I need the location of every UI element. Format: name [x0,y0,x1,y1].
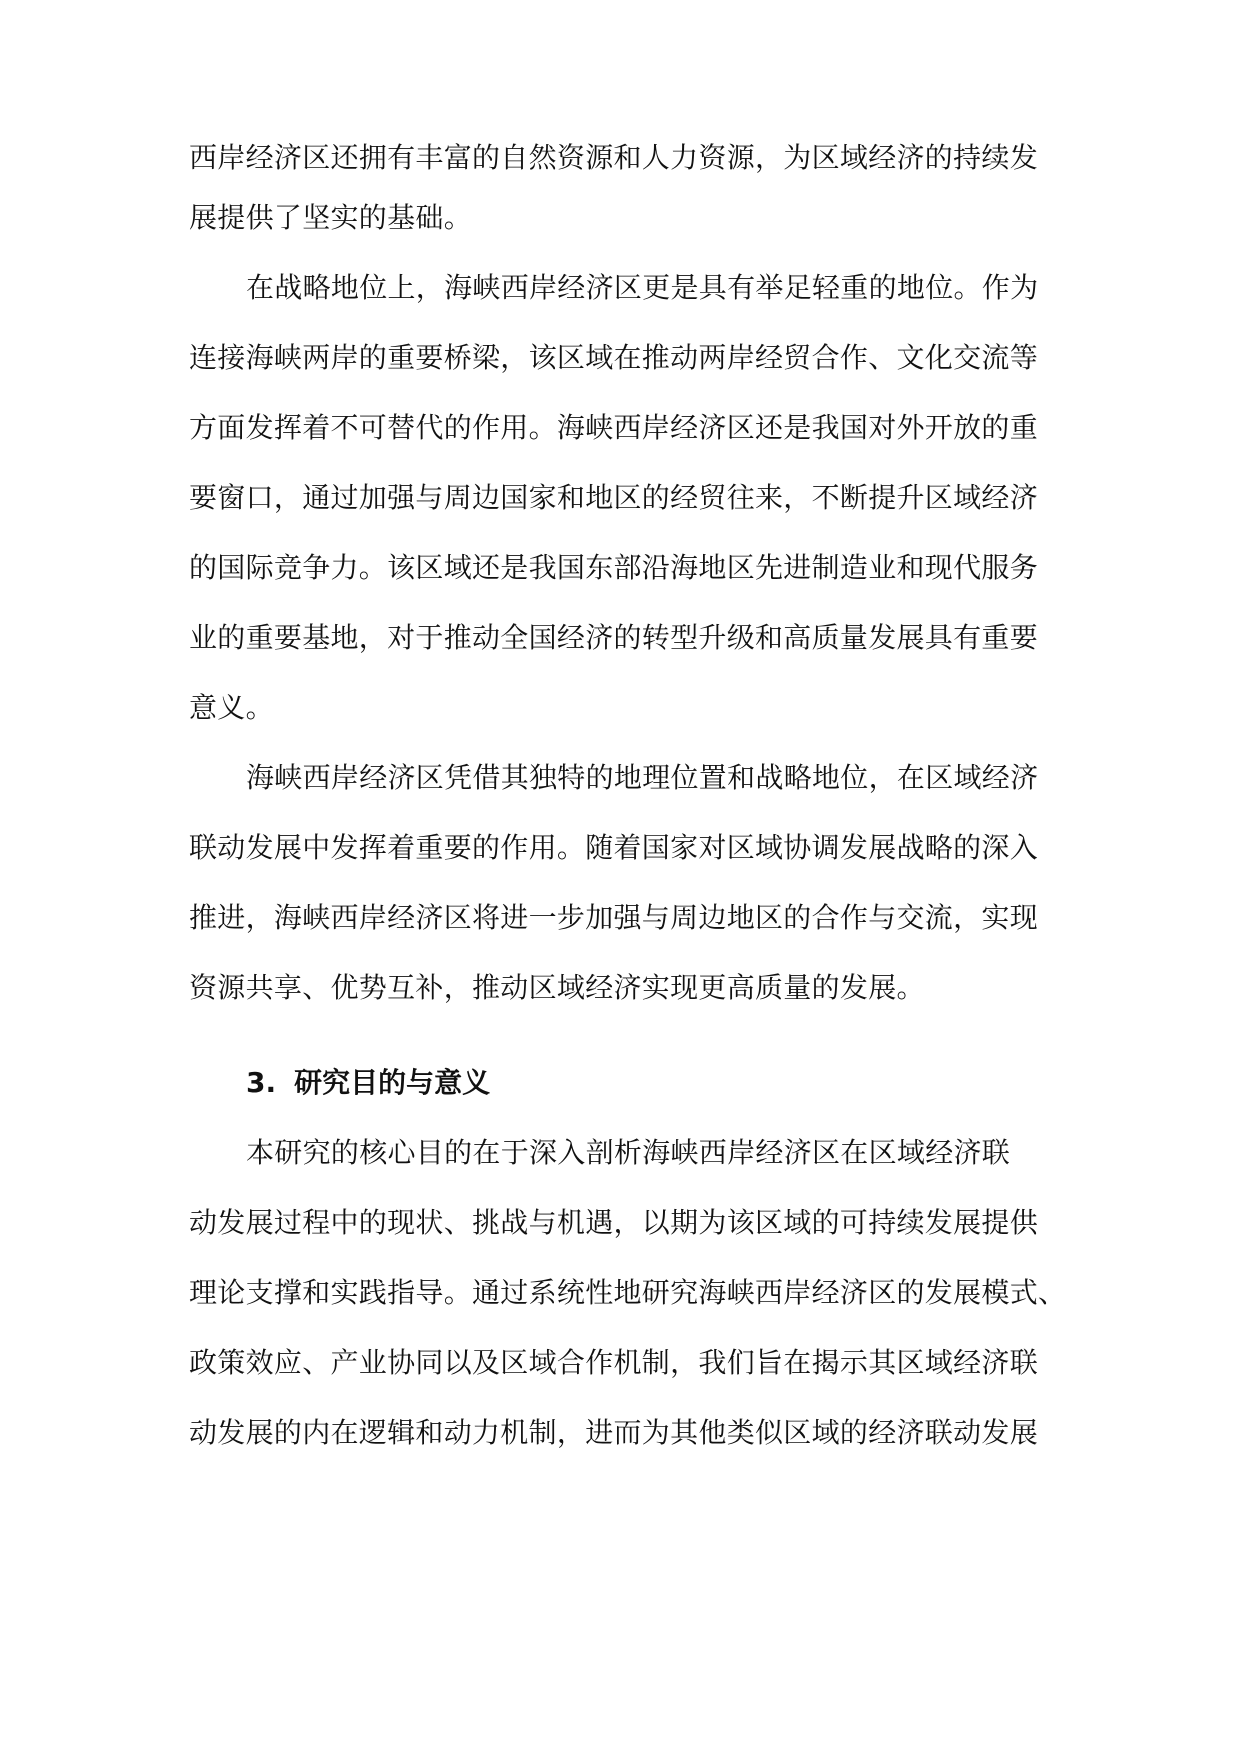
paragraph-line: 业的重要基地，对于推动全国经济的转型升级和高质量发展具有重要 [189,621,1039,654]
paragraph-line: 西岸经济区还拥有丰富的自然资源和人力资源，为区域经济的持续发 [189,141,1039,174]
paragraph-line: 的国际竞争力。该区域还是我国东部沿海地区先进制造业和现代服务 [189,551,1039,584]
section-title: 研究目的与意义 [294,1066,491,1099]
paragraph-line: 要窗口，通过加强与周边国家和地区的经贸往来，不断提升区域经济 [189,481,1039,514]
section-heading [246,1063,490,1103]
paragraph-line: 政策效应、产业协同以及区域合作机制，我们旨在揭示其区域经济联 [189,1346,1039,1379]
paragraph-line: 动发展的内在逻辑和动力机制，进而为其他类似区域的经济联动发展 [189,1416,1039,1449]
paragraph-line: 动发展过程中的现状、挑战与机遇，以期为该区域的可持续发展提供 [189,1206,1039,1239]
paragraph-line: 资源共享、优势互补，推动区域经济实现更高质量的发展。 [189,971,925,1004]
paragraph-line: 在战略地位上，海峡西岸经济区更是具有举足轻重的地位。作为 [246,271,1039,304]
paragraph-line: 推进，海峡西岸经济区将进一步加强与周边地区的合作与交流，实现 [189,901,1039,934]
section-number: 3. [246,1066,277,1099]
paragraph-line: 理论支撑和实践指导。通过系统性地研究海峡西岸经济区的发展模式、 [189,1276,1067,1309]
paragraph-line: 联动发展中发挥着重要的作用。随着国家对区域协调发展战略的深入 [189,831,1039,864]
paragraph-line: 方面发挥着不可替代的作用。海峡西岸经济区还是我国对外开放的重 [189,411,1039,444]
paragraph-line: 海峡西岸经济区凭借其独特的地理位置和战略地位，在区域经济 [246,761,1039,794]
paragraph-line: 展提供了坚实的基础。 [189,201,473,234]
paragraph-line: 连接海峡两岸的重要桥梁，该区域在推动两岸经贸合作、文化交流等 [189,341,1039,374]
paragraph-line: 本研究的核心目的在于深入剖析海峡西岸经济区在区域经济联 [246,1136,1011,1169]
paragraph-line: 意义。 [189,691,274,724]
